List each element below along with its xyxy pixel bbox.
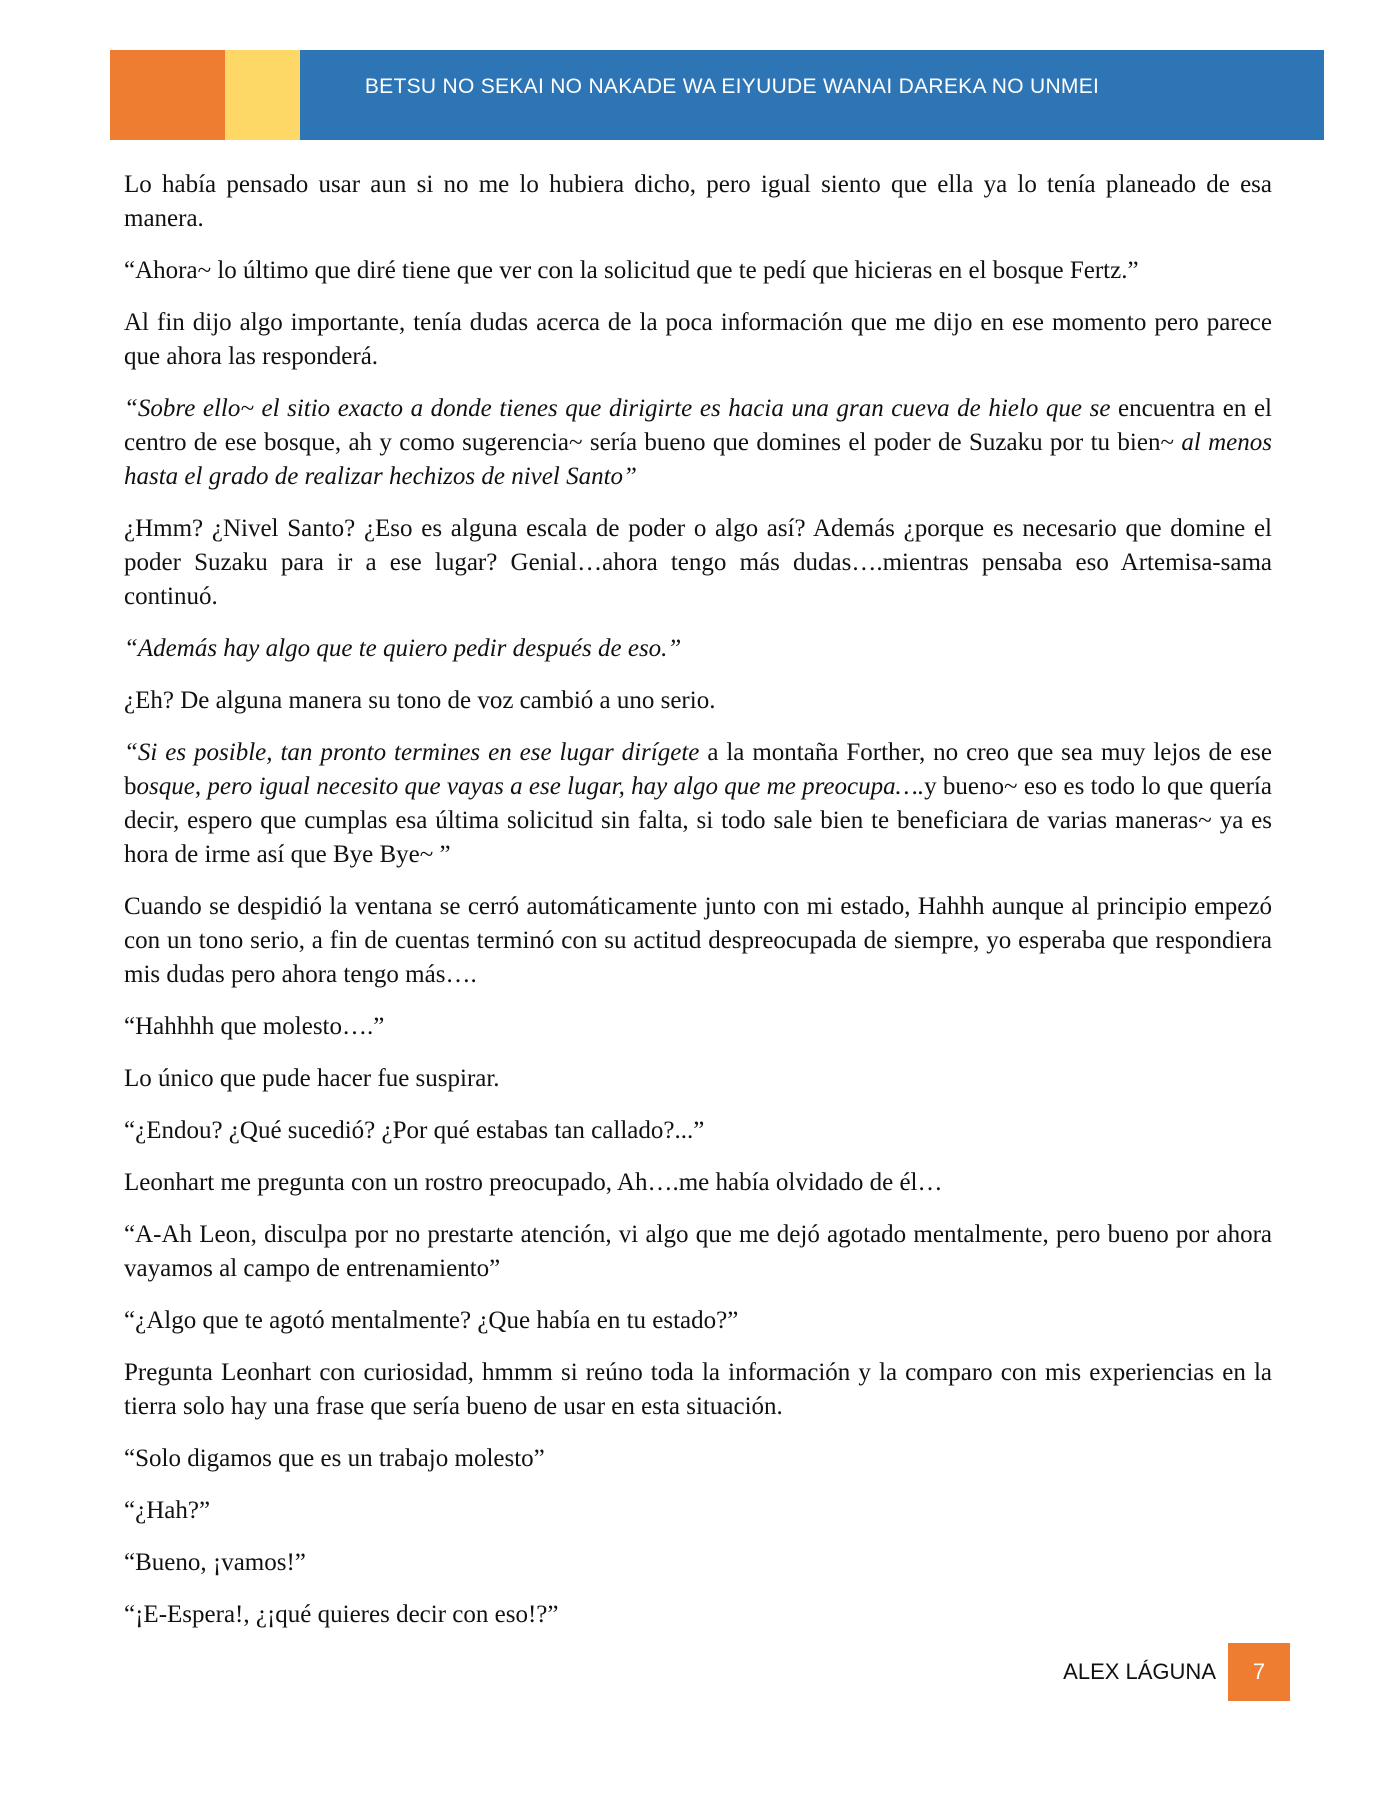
paragraph xyxy=(124,1218,1272,1286)
page-header xyxy=(110,50,1324,140)
header-title-bar xyxy=(300,50,1324,140)
text-run: encuentra en el centro de ese bosque, ah y como sugerencia~ sería bueno que domines el poder de Suzaku por tu bien~ xyxy=(124,395,1273,456)
paragraph xyxy=(124,392,1272,494)
text-run: Leonhart me pregunta con un rostro preocupado, Ah….me había olvidado de él… xyxy=(124,1169,943,1196)
italic-text-run: “Si es posible, tan pronto termines en ese lugar dirígete xyxy=(124,739,700,766)
text-run: “¿Endou? ¿Qué sucedió? ¿Por qué estabas tan callado?...” xyxy=(124,1117,705,1144)
text-run: “¡E-Espera!, ¿¡qué quieres decir con eso!?” xyxy=(124,1601,559,1628)
text-run: ¿Eh? De alguna manera su tono de voz cambió a uno serio. xyxy=(124,687,716,714)
paragraph xyxy=(124,512,1272,614)
paragraph xyxy=(124,736,1272,872)
text-run: “A-Ah Leon, disculpa por no prestarte atención, vi algo que me dejó agotado mentalmente, pero bueno por ahora vayamos al campo de entrenamiento” xyxy=(124,1221,1272,1282)
text-run: y bueno~ eso es todo lo que quería decir, espero que cumplas esa última solicitud sin falta, si todo sale bien te beneficiara de varias maneras~ ya es hora de irme así que Bye Bye~ ” xyxy=(124,773,1272,868)
paragraph xyxy=(124,1166,1272,1200)
text-run: “Bueno, ¡vamos!” xyxy=(124,1549,306,1576)
paragraph xyxy=(124,1010,1272,1044)
header-title: BETSU NO SEKAI NO NAKADE WA EIYUUDE WANAI DAREKA NO UNMEI xyxy=(364,75,1100,98)
italic-text-run: al menos hasta el grado de realizar hechizos de nivel Santo” xyxy=(124,429,1273,490)
page-number-box xyxy=(1228,1643,1290,1701)
paragraph xyxy=(124,890,1272,992)
paragraph xyxy=(124,632,1272,666)
document-body xyxy=(124,168,1272,1650)
text-run: Lo había pensado usar aun si no me lo hubiera dicho, pero igual siento que ella ya lo tenía planeado de esa manera. xyxy=(124,171,1272,232)
text-run: “¿Hah?” xyxy=(124,1497,211,1524)
page-footer xyxy=(1063,1643,1290,1701)
text-run: Pregunta Leonhart con curiosidad, hmmm si reúno toda la información y la comparo con mis experiencias en la tierra solo hay una frase que sería bueno de usar en esta situación. xyxy=(124,1359,1272,1420)
header-orange-block xyxy=(110,50,225,140)
text-run: Al fin dijo algo importante, tenía dudas acerca de la poca información que me dijo en ese momento pero parece que ahora las responderá. xyxy=(124,309,1272,370)
paragraph xyxy=(124,1546,1272,1580)
paragraph xyxy=(124,306,1272,374)
text-run: a la montaña Forther, no creo que sea muy lejos de ese b xyxy=(124,739,1272,800)
text-run: “Ahora~ lo último que diré tiene que ver con la solicitud que te pedí que hicieras en el bosque Fertz.” xyxy=(124,257,1139,284)
paragraph xyxy=(124,1598,1272,1632)
paragraph xyxy=(124,1304,1272,1338)
text-run: “¿Algo que te agotó mentalmente? ¿Que había en tu estado?” xyxy=(124,1307,739,1334)
italic-text-run: “Sobre ello~ el sitio exacto a donde tienes que dirigirte es hacia una gran cueva de hielo que se xyxy=(124,395,1111,422)
paragraph xyxy=(124,168,1272,236)
paragraph xyxy=(124,1062,1272,1096)
paragraph xyxy=(124,1356,1272,1424)
paragraph xyxy=(124,1494,1272,1528)
text-run: “Hahhhh que molesto….” xyxy=(124,1013,385,1040)
paragraph xyxy=(124,684,1272,718)
paragraph xyxy=(124,254,1272,288)
text-run: “Solo digamos que es un trabajo molesto” xyxy=(124,1445,545,1472)
italic-text-run: “Además hay algo que te quiero pedir después de eso.” xyxy=(124,635,682,662)
paragraph xyxy=(124,1442,1272,1476)
text-run: Lo único que pude hacer fue suspirar. xyxy=(124,1065,500,1092)
italic-text-run: osque, pero igual necesito que vayas a ese lugar, hay algo que me preocupa…. xyxy=(136,773,925,800)
text-run: ¿Hmm? ¿Nivel Santo? ¿Eso es alguna escala de poder o algo así? Además ¿porque es necesario que domine el poder Suzaku para ir a ese lugar? Genial…ahora tengo más dudas….mientras pensaba eso Artemisa-sama continuó. xyxy=(124,515,1272,610)
author-name: ALEX LÁGUNA xyxy=(1063,1659,1216,1684)
page-number: 7 xyxy=(1252,1659,1266,1684)
text-run: Cuando se despidió la ventana se cerró automáticamente junto con mi estado, Hahhh aunque al principio empezó con un tono serio, a fin de cuentas terminó con su actitud despreocupada de siempre, yo esperaba que respondiera mis dudas pero ahora tengo más…. xyxy=(124,893,1272,988)
paragraph xyxy=(124,1114,1272,1148)
header-yellow-block xyxy=(225,50,300,140)
